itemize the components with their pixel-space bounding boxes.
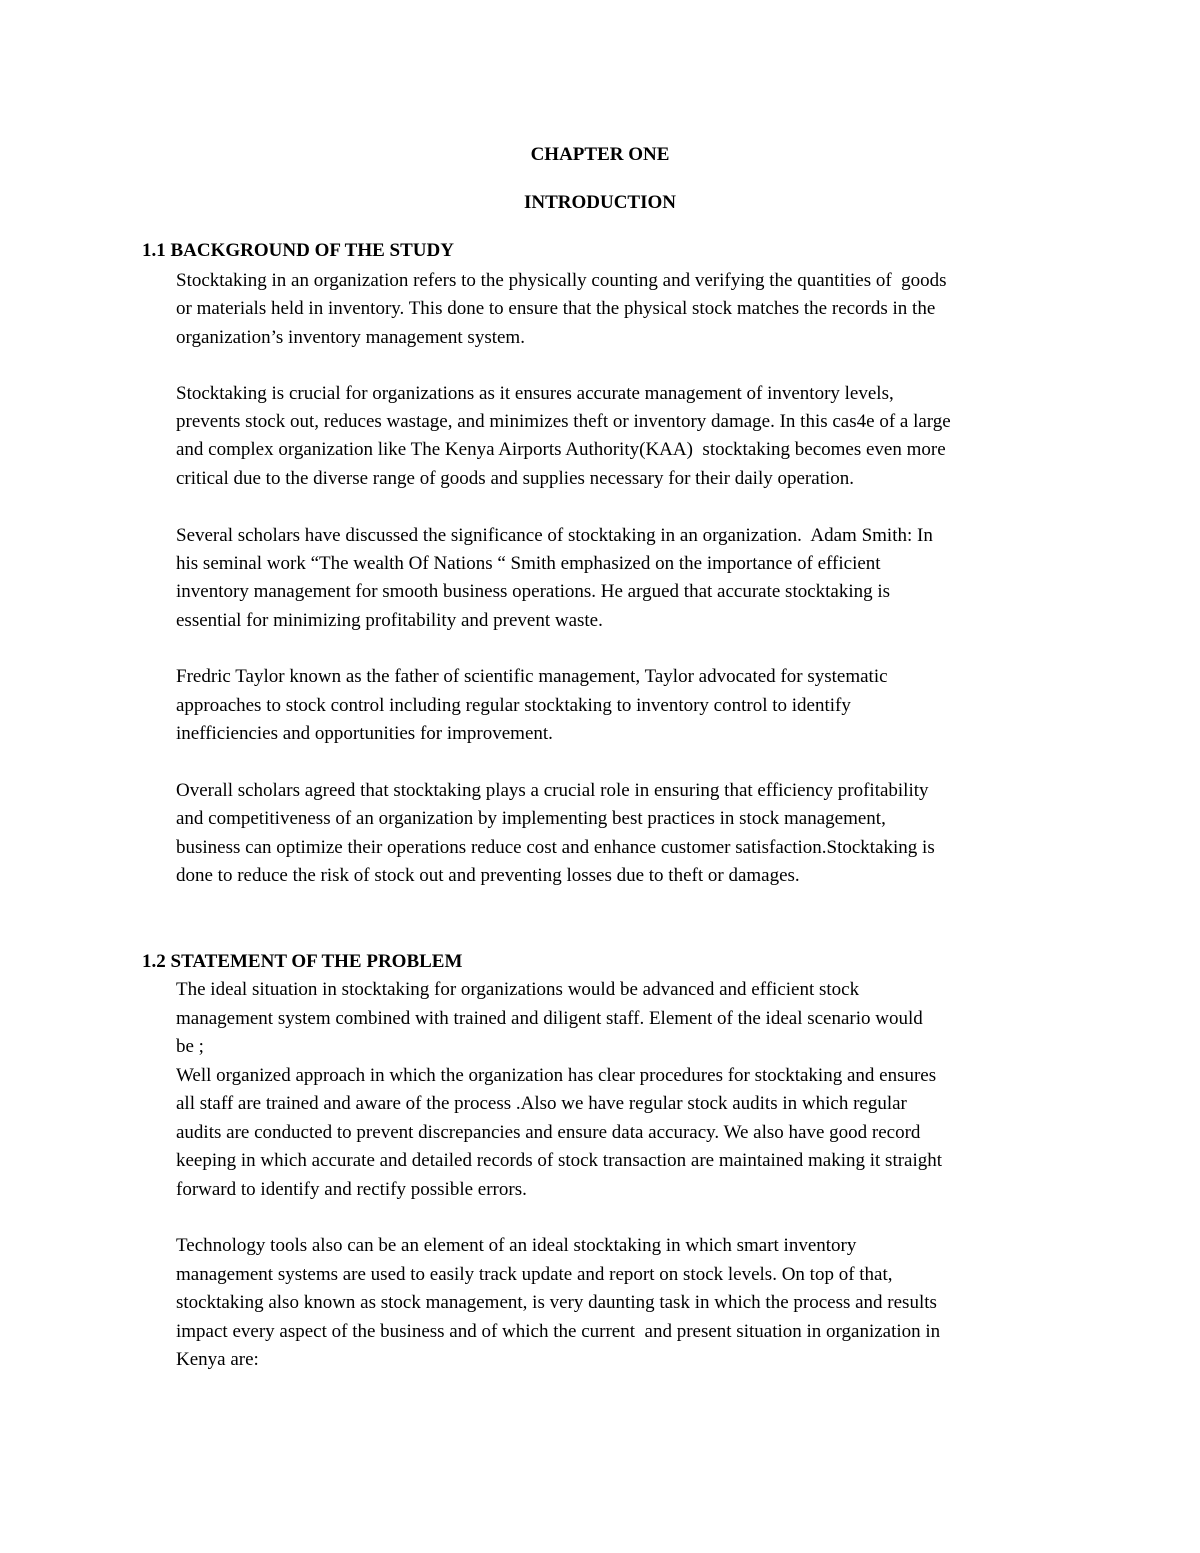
text-line: approaches to stock control including regular stocktaking to inventory control to identify: [176, 695, 851, 716]
text-line: Stocktaking is crucial for organizations as it ensures accurate management of inventory levels,: [176, 383, 894, 404]
text-line: all staff are trained and aware of the process .Also we have regular stock audits in which regular: [176, 1093, 907, 1114]
text-line: business can optimize their operations reduce cost and enhance customer satisfaction.Stocktaking is: [176, 837, 935, 858]
text-line: The ideal situation in stocktaking for organizations would be advanced and efficient stock: [176, 979, 860, 1000]
text-line: essential for minimizing profitability and prevent waste.: [176, 610, 603, 631]
text-line: Several scholars have discussed the significance of stocktaking in an organization. Adam Smith: In: [176, 525, 933, 546]
text-line: inefficiencies and opportunities for improvement.: [176, 723, 553, 744]
text-line: Fredric Taylor known as the father of scientific management, Taylor advocated for systematic: [176, 666, 888, 687]
text-line: keeping in which accurate and detailed records of stock transaction are maintained making it straight: [176, 1150, 943, 1171]
text-line: management systems are used to easily track update and report on stock levels. On top of that,: [176, 1264, 893, 1285]
text-line: Well organized approach in which the organization has clear procedures for stocktaking and ensures: [176, 1065, 937, 1086]
text-line: impact every aspect of the business and of which the current and present situation in organization in: [176, 1321, 941, 1342]
text-line: be ;: [176, 1036, 204, 1057]
text-line: or materials held in inventory. This done to ensure that the physical stock matches the records in the: [176, 298, 936, 319]
text-line: inventory management for smooth business operations. He argued that accurate stocktaking is: [176, 581, 891, 602]
text-line: stocktaking also known as stock management, is very daunting task in which the process and results: [176, 1292, 937, 1313]
text-line: done to reduce the risk of stock out and preventing losses due to theft or damages.: [176, 865, 800, 886]
text-line: Technology tools also can be an element of an ideal stocktaking in which smart inventory: [176, 1235, 857, 1256]
text-line: and competitiveness of an organization by implementing best practices in stock management,: [176, 808, 886, 829]
text-line: critical due to the diverse range of goods and supplies necessary for their daily operation.: [176, 468, 854, 489]
text-line: organization’s inventory management system.: [176, 327, 525, 348]
chapter-subtitle: INTRODUCTION: [523, 192, 677, 213]
text-line: Kenya are:: [176, 1349, 259, 1370]
section-heading-problem-statement: 1.2 STATEMENT OF THE PROBLEM: [142, 951, 463, 972]
text-line: management system combined with trained and diligent staff. Element of the ideal scenario would: [176, 1008, 923, 1029]
text-line: Overall scholars agreed that stocktaking plays a crucial role in ensuring that efficiency profitability: [176, 780, 929, 801]
text-line: and complex organization like The Kenya Airports Authority(KAA) stocktaking becomes even more: [176, 439, 946, 460]
chapter-title: CHAPTER ONE: [530, 144, 670, 165]
text-line: audits are conducted to prevent discrepancies and ensure data accuracy. We also have good record: [176, 1122, 921, 1143]
text-line: Stocktaking in an organization refers to the physically counting and verifying the quantities of goods: [176, 270, 947, 291]
section-heading-background: 1.1 BACKGROUND OF THE STUDY: [142, 240, 454, 261]
text-line: his seminal work “The wealth Of Nations “ Smith emphasized on the importance of efficient: [176, 553, 881, 574]
text-line: forward to identify and rectify possible errors.: [176, 1179, 527, 1200]
text-line: prevents stock out, reduces wastage, and minimizes theft or inventory damage. In this cas4e of a large: [176, 411, 951, 432]
